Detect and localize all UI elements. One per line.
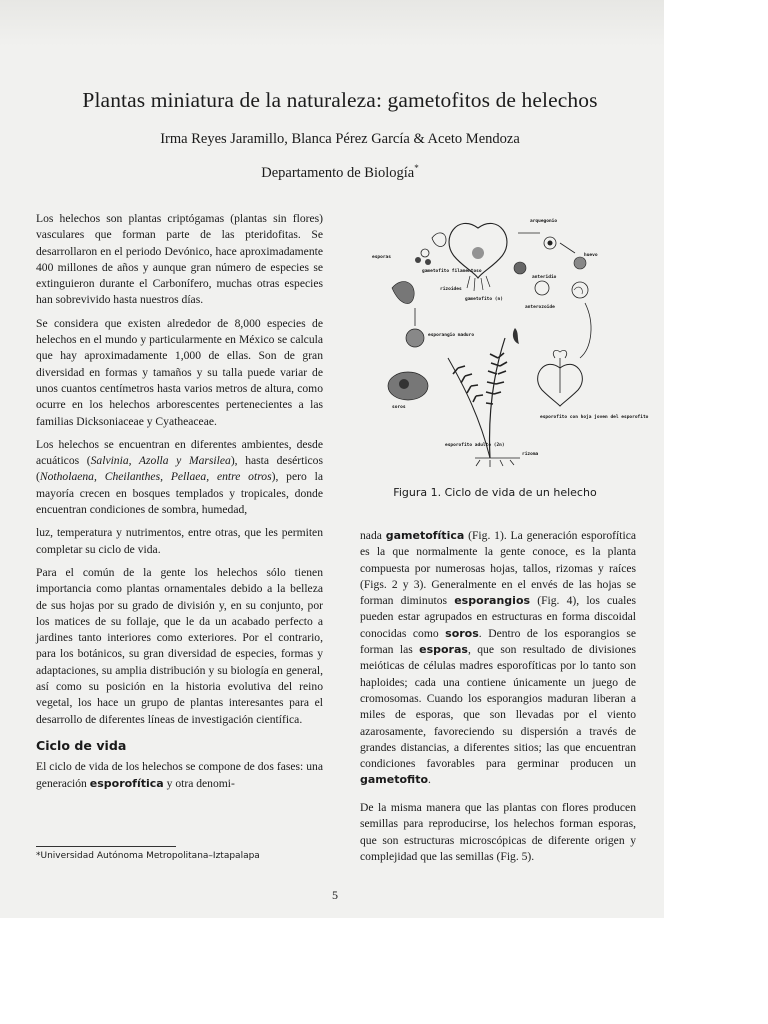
footnote-mark: * [414, 163, 419, 173]
habitats-text-2: ), hasta desérticos ( [36, 454, 323, 484]
spore-3 [425, 259, 431, 265]
term-esporas: esporas [419, 643, 468, 657]
sorus [399, 379, 409, 389]
life-cycle-figure [370, 208, 649, 473]
spore-2 [415, 257, 421, 263]
paragraph-importance: Para el común de la gente los helechos sólo tienen importancia como plantas ornamentales debido a la belleza de sus hojas por su grado de división y, en su conjunto, por los matices de su follaje, que le da un acabado perfecto a jardines tanto interiores como exteriores. Por el contrario, para los botánicos, su gran diversidad de especies, formas y adaptaciones, su amplia distribución y su biología en general, así como su posición en la historia evolutiva del reino vegetal, los hace un grupo de plantas interesantes para el desarrollo de diferentes líneas de investigación científica. [36, 565, 323, 726]
term-gametofitica: gametofítica [385, 529, 465, 542]
label-rizoma: rizoma [522, 452, 539, 457]
filamentous-gametophyte [432, 233, 446, 247]
arrow-to-egg [560, 243, 575, 253]
label-anterozoide: anterozoide [525, 305, 555, 310]
label-rizoides: rizoides [440, 287, 462, 292]
paragraph-species: Se considera que existen alrededor de 8,000 especies de helechos en el mundo y particularmente en México se calcula que hay aproximadamente 1,000 de ellas. Son de gran diversidad en formas y tamaños y su talla puede variar de unos cuantos centímetros hasta varios metros de altura, como ocurre en los helechos arborescentes pertenecientes a las familias Dicksoniaceae y Cyatheaceae. [36, 316, 323, 428]
footnote-rule [36, 846, 176, 847]
gametophyte-center [472, 247, 484, 259]
figure-caption: Figura 1. Ciclo de vida de un helecho [393, 486, 597, 499]
habitats-text-3: ), pero la mayoría crecen en bosques templados y tropicales, donde encuentran condiciones de sombra, humedad, [36, 470, 323, 517]
paragraph-conditions: luz, temperatura y nutrimentos, entre otras, que les permiten completar su ciclo de vida. [36, 526, 323, 556]
sporophyte-text-3: (Fig. 4), los cuales pueden estar agrupados en estructuras en forma discoidal conocidas como [360, 594, 636, 640]
habitats-text-1: Los helechos se encuentran en diferentes ambientes, desde acuáticos ( [36, 437, 323, 468]
egg [574, 257, 586, 269]
term-soros: soros [445, 626, 479, 640]
article-department [40, 163, 640, 182]
sporophyte-text-5: , que son resultado de divisiones meióticas de células madres esporofíticas por lo tanto son haploides; cada una contiene únicamente un juego de cromosomas. Cuando los esporangios maduran liberan a miles de esporas, que son llevadas por el viento azarosamente, favoreciendo su dispersión a través de grandes distancias, a diferentes sitios; las que encuentran condiciones favorables para germinar producen un [360, 643, 637, 771]
sporophyte-text-4: . Dentro de los esporangios se forman las [360, 626, 636, 657]
label-esporangio-maduro: esporangio maduro [428, 333, 475, 338]
label-gametofito-filamentoso: gametofito filamentoso [422, 269, 482, 274]
label-soros: soros [392, 405, 406, 410]
label-gametofito: gametofito (n) [465, 297, 503, 302]
paragraph-life-cycle [36, 759, 323, 792]
spore-1 [421, 249, 429, 257]
label-esporofito-adulto: esporofito adulto (2n) [445, 443, 505, 448]
mature-sporangium [406, 329, 424, 347]
fern-frond-stem [490, 338, 505, 458]
paragraph-habitats [36, 437, 323, 518]
rhizoid-lines [467, 276, 490, 291]
term-esporangios: esporangios [454, 594, 531, 608]
zygote [572, 282, 588, 298]
label-huevo: huevo [584, 253, 598, 258]
left-column [36, 211, 323, 799]
right-column-top [360, 528, 636, 796]
label-esporofito-joven: esporofito con hoja joven del esporofito [540, 415, 649, 420]
term-gametofito: gametofito [360, 773, 429, 787]
sporangium-release [392, 282, 414, 304]
page-number: 5 [332, 888, 338, 902]
department-name: Departamento de Biología [261, 164, 415, 181]
fiddlehead [513, 328, 519, 344]
label-esporas: esporas [372, 255, 391, 260]
label-arquegonio: arquegonio [530, 219, 558, 224]
footnote: *Universidad Autónoma Metropolitana–Iztapalapa [36, 851, 260, 861]
zygote-detail [574, 287, 582, 294]
sporophyte-text-1: nada [360, 529, 386, 542]
paragraph-intro: Los helechos son plantas criptógamas (plantas sin flores) vasculares que forman parte de las pteridofitas. Se desarrollaron en el periodo Devónico, hace aproximadamente 400 millones de años y aunque gran número de especies se extinguieron durante el Carbonífero, muchas otras especies han sobrevivido hasta nuestros días. [36, 212, 323, 307]
term-esporofitica: esporofítica [89, 776, 164, 790]
section-heading: Ciclo de vida [36, 737, 127, 753]
antherozoid [535, 281, 549, 295]
antheridium [514, 262, 526, 274]
article-authors: Irma Reyes Jaramillo, Blanca Pérez García & Aceto Mendoza [160, 131, 520, 147]
paragraph-spores: De la misma manera que las plantas con flores producen semillas para reproducirse, los helechos forman esporas, que son estructuras microscópicas de diferente origen y complejidad que las semillas (Fig. 5). [360, 801, 636, 863]
article-title: Plantas miniatura de la naturaleza: gametofitos de helechos [82, 88, 598, 112]
page-top-edge [0, 0, 664, 46]
sporophyte-text-2: (Fig. 1). La generación esporofítica es la que normalmente la gente conoce, es la planta compuesta por numerosas hojas, tallos, rizomas y raíces (Figs. 2 y 3). Generalmente en el envés de las hojas se forman diminutos [360, 529, 636, 608]
rhizome [475, 458, 520, 467]
label-anteridio: anteridio [532, 275, 557, 280]
aquatic-genera: Salvinia, Azolla y Marsilea [90, 454, 231, 468]
sporophyte-text-6: . [428, 773, 431, 787]
right-column-bottom [360, 800, 636, 872]
young-leaf [553, 350, 566, 393]
archegonium-core [548, 241, 553, 246]
arrow-to-young-sporophyte [580, 303, 591, 358]
life-cycle-illustration [370, 208, 649, 473]
life-cycle-text-1: El ciclo de vida de los helechos se compone de dos fases: una generación [36, 760, 323, 790]
desert-genera: Notholaena, Cheilanthes, Pellaea, entre otros [39, 470, 272, 484]
paragraph-sporophyte [360, 528, 636, 789]
life-cycle-text-2: y otra denomi- [163, 776, 235, 790]
